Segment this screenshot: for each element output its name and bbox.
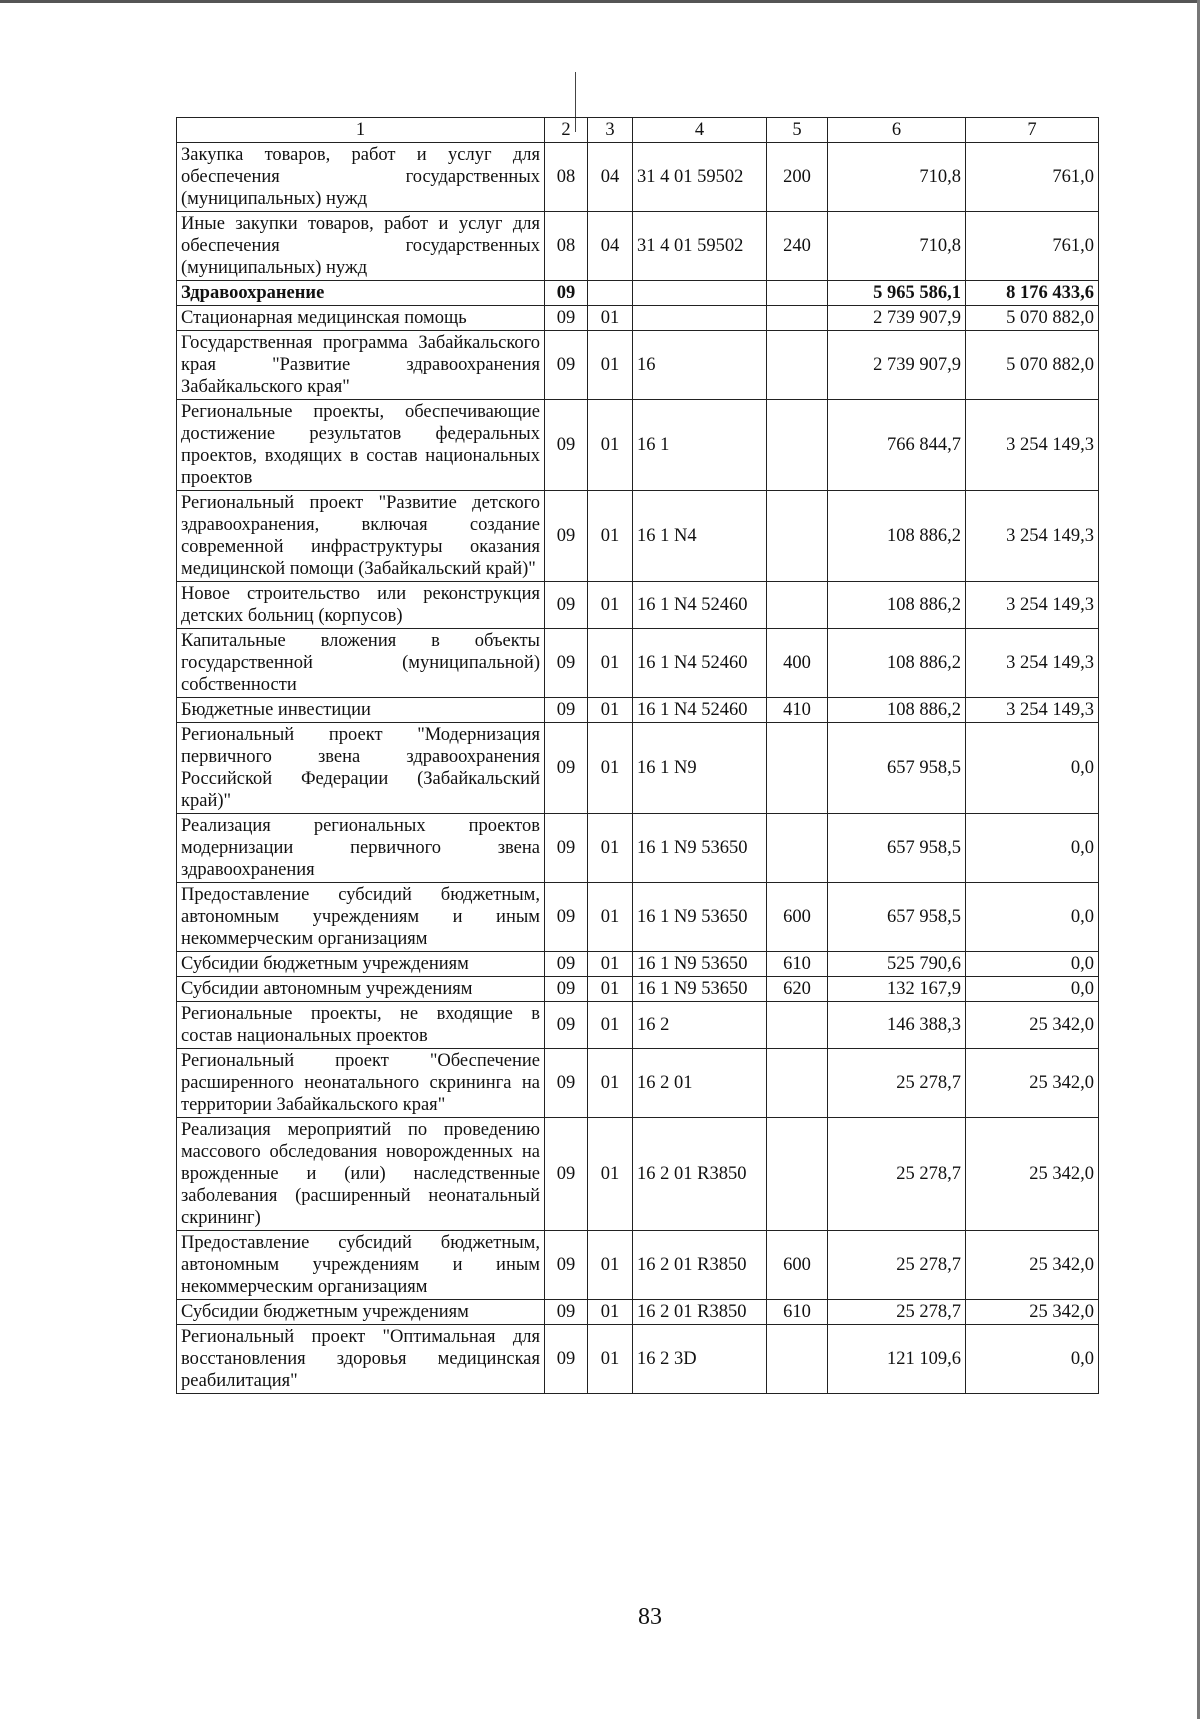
table-row (177, 491, 1099, 582)
table-row (177, 400, 1099, 491)
cell-subsection: 01 (588, 952, 633, 977)
cell-section: 09 (545, 883, 588, 952)
column-header: 6 (828, 118, 966, 143)
cell-amount-1: 25 278,7 (828, 1231, 966, 1300)
cell-name: Региональный проект "Развитие детского здравоохранения, включая создание современной инфраструктуры оказания медицинской помощи (Забайкальский край)" (177, 491, 545, 582)
cell-name: Государственная программа Забайкальского края "Развитие здравоохранения Забайкальского края" (177, 331, 545, 400)
cell-name: Реализация мероприятий по проведению массового обследования новорожденных на врожденные и (или) наследственные заболевания (расширенный неонатальный скрининг) (177, 1118, 545, 1231)
table-row (177, 977, 1099, 1002)
cell-name: Закупка товаров, работ и услуг для обеспечения государственных (муниципальных) нужд (177, 143, 545, 212)
cell-name: Новое строительство или реконструкция детских больниц (корпусов) (177, 582, 545, 629)
cell-expense-type (767, 400, 828, 491)
cell-amount-2: 0,0 (966, 952, 1099, 977)
column-header: 5 (767, 118, 828, 143)
cell-amount-2: 3 254 149,3 (966, 629, 1099, 698)
cell-section: 08 (545, 143, 588, 212)
table-row (177, 1002, 1099, 1049)
cell-name: Стационарная медицинская помощь (177, 306, 545, 331)
cell-subsection: 01 (588, 814, 633, 883)
cell-target-article: 16 2 3D (633, 1325, 767, 1394)
column-header: 4 (633, 118, 767, 143)
column-header: 3 (588, 118, 633, 143)
cell-section: 09 (545, 629, 588, 698)
cell-section: 09 (545, 400, 588, 491)
cell-amount-2: 0,0 (966, 1325, 1099, 1394)
table-row (177, 582, 1099, 629)
cell-expense-type: 610 (767, 1300, 828, 1325)
cell-name: Региональный проект "Модернизация первичного звена здравоохранения Российской Федерации (Забайкальский край)" (177, 723, 545, 814)
page-edge (0, 0, 1200, 3)
cell-subsection: 04 (588, 212, 633, 281)
cell-expense-type (767, 306, 828, 331)
cell-name: Субсидии бюджетным учреждениям (177, 952, 545, 977)
cell-target-article: 16 2 01 R3850 (633, 1231, 767, 1300)
cell-amount-2: 0,0 (966, 814, 1099, 883)
cell-name: Региональный проект "Оптимальная для восстановления здоровья медицинская реабилитация" (177, 1325, 545, 1394)
cell-target-article: 16 2 01 R3850 (633, 1300, 767, 1325)
cell-subsection: 01 (588, 1231, 633, 1300)
cell-section: 09 (545, 723, 588, 814)
cell-amount-2: 25 342,0 (966, 1002, 1099, 1049)
cell-name: Бюджетные инвестиции (177, 698, 545, 723)
cell-subsection: 01 (588, 1002, 633, 1049)
cell-section: 09 (545, 1118, 588, 1231)
cell-expense-type (767, 331, 828, 400)
cell-target-article: 16 1 N4 52460 (633, 582, 767, 629)
cell-amount-2: 8 176 433,6 (966, 281, 1099, 306)
cell-section: 09 (545, 1325, 588, 1394)
table-row (177, 883, 1099, 952)
column-header: 7 (966, 118, 1099, 143)
cell-section: 09 (545, 1231, 588, 1300)
table-row (177, 331, 1099, 400)
cell-section: 09 (545, 977, 588, 1002)
cell-expense-type: 240 (767, 212, 828, 281)
cell-section: 09 (545, 814, 588, 883)
cell-expense-type (767, 1049, 828, 1118)
cell-expense-type (767, 814, 828, 883)
cell-name: Капитальные вложения в объекты государственной (муниципальной) собственности (177, 629, 545, 698)
cell-target-article: 16 1 N9 (633, 723, 767, 814)
cell-subsection: 01 (588, 723, 633, 814)
cell-amount-1: 2 739 907,9 (828, 331, 966, 400)
cell-section: 09 (545, 1300, 588, 1325)
cell-amount-1: 525 790,6 (828, 952, 966, 977)
cell-section: 08 (545, 212, 588, 281)
cell-subsection: 01 (588, 331, 633, 400)
cell-target-article: 16 1 N4 52460 (633, 698, 767, 723)
cell-amount-1: 2 739 907,9 (828, 306, 966, 331)
cell-subsection: 01 (588, 306, 633, 331)
column-header: 2 (545, 118, 588, 143)
cell-expense-type: 610 (767, 952, 828, 977)
cell-amount-1: 25 278,7 (828, 1118, 966, 1231)
cell-amount-2: 3 254 149,3 (966, 582, 1099, 629)
cell-target-article: 31 4 01 59502 (633, 143, 767, 212)
cell-subsection: 04 (588, 143, 633, 212)
table-header-row (177, 118, 1099, 143)
table-row (177, 698, 1099, 723)
column-header: 1 (177, 118, 545, 143)
cell-name: Иные закупки товаров, работ и услуг для обеспечения государственных (муниципальных) нужд (177, 212, 545, 281)
cell-amount-2: 3 254 149,3 (966, 491, 1099, 582)
table-row (177, 952, 1099, 977)
cell-subsection: 01 (588, 1325, 633, 1394)
cell-target-article: 16 2 01 (633, 1049, 767, 1118)
cell-amount-2: 3 254 149,3 (966, 698, 1099, 723)
table-row (177, 1118, 1099, 1231)
cell-expense-type (767, 281, 828, 306)
cell-subsection (588, 281, 633, 306)
cell-amount-2: 761,0 (966, 212, 1099, 281)
cell-target-article: 16 1 N9 53650 (633, 814, 767, 883)
cell-expense-type: 600 (767, 883, 828, 952)
cell-amount-1: 108 886,2 (828, 491, 966, 582)
table-row (177, 1325, 1099, 1394)
table-row (177, 1049, 1099, 1118)
table-row (177, 212, 1099, 281)
cell-amount-1: 108 886,2 (828, 629, 966, 698)
cell-subsection: 01 (588, 582, 633, 629)
cell-amount-1: 146 388,3 (828, 1002, 966, 1049)
cell-amount-1: 132 167,9 (828, 977, 966, 1002)
cell-name: Предоставление субсидий бюджетным, автономным учреждениям и иным некоммерческим организациям (177, 883, 545, 952)
table-body (177, 118, 1099, 1394)
cell-amount-1: 710,8 (828, 212, 966, 281)
cell-amount-2: 3 254 149,3 (966, 400, 1099, 491)
cell-name: Предоставление субсидий бюджетным, автономным учреждениям и иным некоммерческим организациям (177, 1231, 545, 1300)
table-row (177, 281, 1099, 306)
table-row (177, 629, 1099, 698)
table-row (177, 143, 1099, 212)
cell-name: Субсидии автономным учреждениям (177, 977, 545, 1002)
cell-name: Региональные проекты, обеспечивающие достижение результатов федеральных проектов, входящих в состав национальных проектов (177, 400, 545, 491)
table-row (177, 814, 1099, 883)
cell-amount-1: 766 844,7 (828, 400, 966, 491)
cell-amount-1: 121 109,6 (828, 1325, 966, 1394)
budget-table (176, 117, 1099, 1394)
cell-expense-type (767, 723, 828, 814)
cell-target-article: 16 (633, 331, 767, 400)
cell-section: 09 (545, 491, 588, 582)
cell-section: 09 (545, 331, 588, 400)
cell-amount-1: 657 958,5 (828, 814, 966, 883)
cell-expense-type (767, 582, 828, 629)
cell-target-article: 16 1 N9 53650 (633, 883, 767, 952)
cell-name: Здравоохранение (177, 281, 545, 306)
cell-target-article: 16 2 (633, 1002, 767, 1049)
cell-expense-type: 400 (767, 629, 828, 698)
cell-expense-type (767, 491, 828, 582)
cell-amount-2: 25 342,0 (966, 1231, 1099, 1300)
cell-subsection: 01 (588, 491, 633, 582)
cell-amount-1: 5 965 586,1 (828, 281, 966, 306)
cell-target-article: 16 1 (633, 400, 767, 491)
cell-target-article (633, 306, 767, 331)
cell-target-article: 16 1 N4 52460 (633, 629, 767, 698)
cell-target-article: 16 2 01 R3850 (633, 1118, 767, 1231)
page-number: 83 (638, 1604, 662, 1630)
cell-amount-2: 25 342,0 (966, 1118, 1099, 1231)
cell-subsection: 01 (588, 400, 633, 491)
cell-name: Региональный проект "Обеспечение расширенного неонатального скрининга на территории Забайкальского края" (177, 1049, 545, 1118)
table-row (177, 723, 1099, 814)
cell-section: 09 (545, 582, 588, 629)
cell-section: 09 (545, 952, 588, 977)
cell-amount-1: 108 886,2 (828, 698, 966, 723)
cell-section: 09 (545, 1002, 588, 1049)
cell-expense-type: 410 (767, 698, 828, 723)
cell-expense-type (767, 1325, 828, 1394)
cell-amount-1: 25 278,7 (828, 1049, 966, 1118)
cell-amount-1: 657 958,5 (828, 883, 966, 952)
cell-target-article: 16 1 N9 53650 (633, 977, 767, 1002)
cell-subsection: 01 (588, 883, 633, 952)
cell-amount-2: 0,0 (966, 977, 1099, 1002)
table-row (177, 1300, 1099, 1325)
cell-name: Реализация региональных проектов модернизации первичного звена здравоохранения (177, 814, 545, 883)
cell-amount-1: 657 958,5 (828, 723, 966, 814)
cell-subsection: 01 (588, 1049, 633, 1118)
cell-section: 09 (545, 698, 588, 723)
cell-amount-1: 25 278,7 (828, 1300, 966, 1325)
cell-amount-2: 0,0 (966, 883, 1099, 952)
cell-target-article: 16 1 N9 53650 (633, 952, 767, 977)
cell-amount-2: 5 070 882,0 (966, 306, 1099, 331)
cell-name: Субсидии бюджетным учреждениям (177, 1300, 545, 1325)
cell-target-article: 31 4 01 59502 (633, 212, 767, 281)
cell-expense-type: 620 (767, 977, 828, 1002)
cell-subsection: 01 (588, 629, 633, 698)
cell-name: Региональные проекты, не входящие в состав национальных проектов (177, 1002, 545, 1049)
cell-amount-2: 5 070 882,0 (966, 331, 1099, 400)
cell-expense-type (767, 1002, 828, 1049)
cell-amount-1: 710,8 (828, 143, 966, 212)
cell-amount-2: 25 342,0 (966, 1300, 1099, 1325)
cell-expense-type (767, 1118, 828, 1231)
cell-amount-2: 25 342,0 (966, 1049, 1099, 1118)
cell-subsection: 01 (588, 977, 633, 1002)
cell-amount-2: 761,0 (966, 143, 1099, 212)
cell-subsection: 01 (588, 698, 633, 723)
cell-subsection: 01 (588, 1118, 633, 1231)
cell-expense-type: 600 (767, 1231, 828, 1300)
cell-subsection: 01 (588, 1300, 633, 1325)
cell-section: 09 (545, 281, 588, 306)
cell-amount-1: 108 886,2 (828, 582, 966, 629)
table-row (177, 306, 1099, 331)
cell-expense-type: 200 (767, 143, 828, 212)
cell-target-article: 16 1 N4 (633, 491, 767, 582)
cell-section: 09 (545, 1049, 588, 1118)
table-row (177, 1231, 1099, 1300)
cell-target-article (633, 281, 767, 306)
cell-section: 09 (545, 306, 588, 331)
cell-amount-2: 0,0 (966, 723, 1099, 814)
